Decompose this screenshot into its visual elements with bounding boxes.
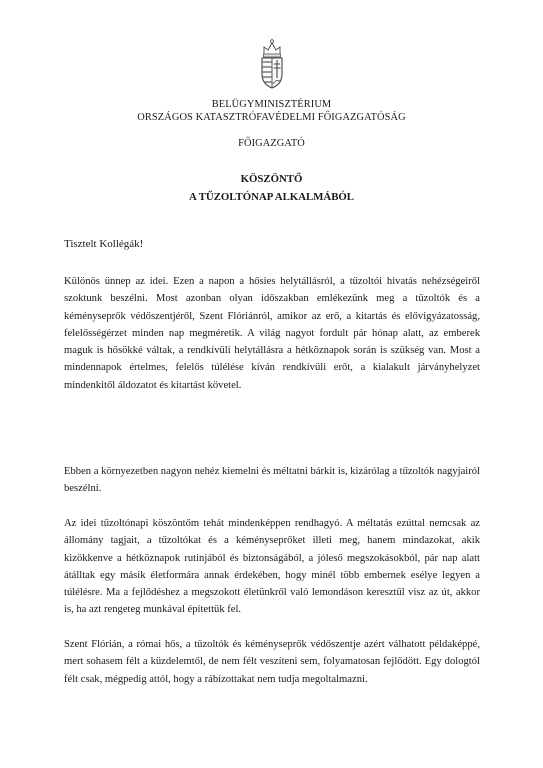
paragraph: Az idei tűzoltónapi köszöntőm tehát mindenképpen rendhagyó. A méltatás ezúttal nemcsak az állomány tagjait, a tűzoltókat és a kéményseprőket illeti meg, hanem mindazokat, akik kizökkenve a hétköznapok rutinjából és biztonságából, a jóleső megszokásokból, pár nap alatt átálltak egy másik életformára annak érdekében, hogy minél több embernek esélye legyen a túlélésre. Ma a fejlődéshez a megszokott életünkről való lemondáson keresztül visz az út, akkor is, ha azt rengeteg munkával építettük fel. [64, 518, 480, 616]
position-title: FŐIGAZGATÓ [238, 138, 305, 149]
directorate-name: ORSZÁGOS KATASZTRÓFAVÉDELMI FŐIGAZGATÓSÁG [137, 112, 406, 123]
ministry-name: BELÜGYMINISZTÉRIUM [211, 99, 332, 110]
paragraph: Szent Flórián, a római hős, a tűzoltók és kéményseprők védőszentje azért válhatott példaképpé, mert sohasem félt a küzdelemtől, de nem félt veszíteni sem, folyamatosan fejlődött. Egy dologtól félt csak, mégpedig attól, hogy a rábízottakat nem tudja megoltalmazni. [64, 639, 480, 685]
coat-of-arms-icon [259, 38, 285, 90]
document-subtitle: A TŰZOLTÓNAP ALKALMÁBÓL [189, 191, 354, 203]
paragraph: Különös ünnep az idei. Ezen a napon a hősies helytállásról, a tűzoltói hivatás nehézségeiről szoktunk beszélni. Most azonban olyan időszakban emlékezünk meg a tűzoltók és a kéményseprők védőszentjéről, Szent Flóriánról, amikor az erő, a kitartás és elővigyázatosság, felelősségérzet minden nap megméretik. A világ nagyot fordult pár hónap alatt, az emberek maguk is hősökké váltak, a rendkívüli helytállásra a hétköznapok során is szükség van. Most a mindennapok értelmes, felelős túlélése kíván rendkívüli erőt, a kialakult járványhelyzet mindenkitől áldozatot és kitartást követel. [64, 276, 480, 391]
salutation: Tisztelt Kollégák! [64, 238, 144, 250]
document-title: KÖSZÖNTŐ [240, 173, 303, 185]
paragraph: Ebben a környezetben nagyon nehéz kiemelni és méltatni bárkit is, kizárólag a tűzoltók nagyjairól beszélni. [64, 466, 480, 495]
